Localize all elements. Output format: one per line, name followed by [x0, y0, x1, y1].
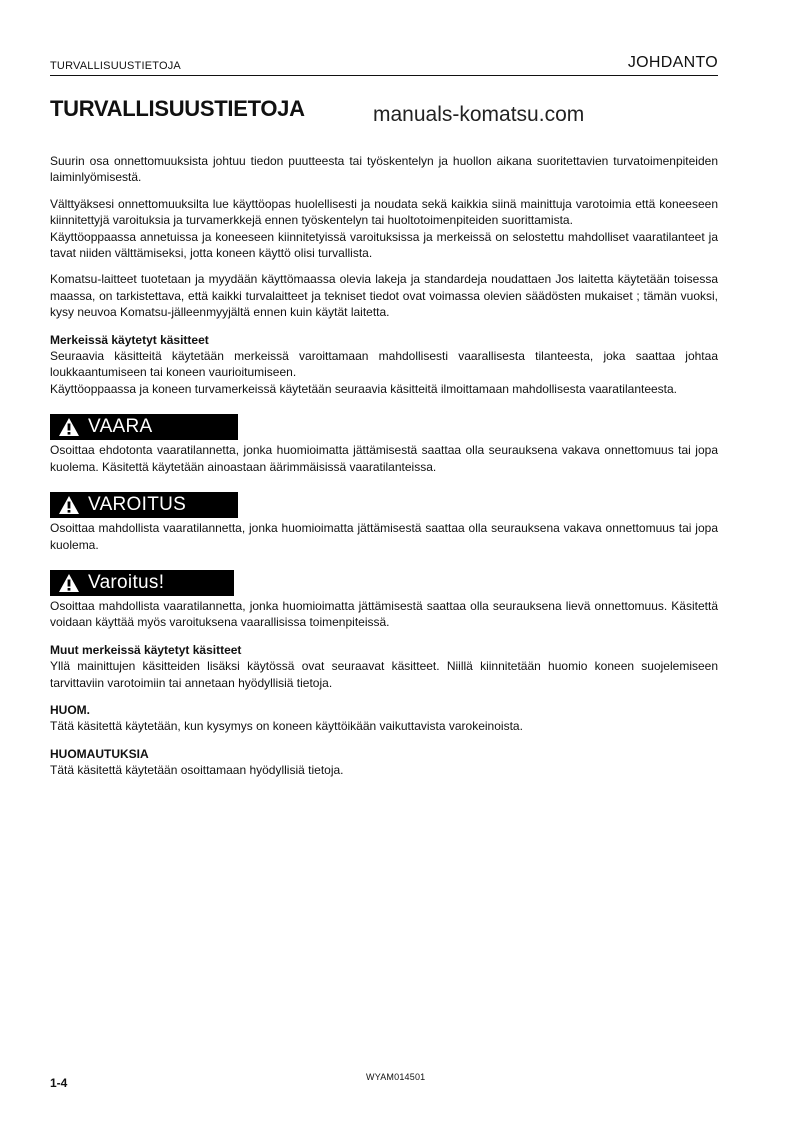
running-header-left: TURVALLISUUSTIETOJA — [50, 60, 181, 72]
header-rule — [50, 75, 718, 76]
huom-heading: HUOM. — [50, 702, 90, 717]
signal-description: Osoittaa mahdollista vaaratilannetta, jonka huomioimatta jättämisestä saattaa olla seurauksena lievä onnettomuus. Käsitettä voidaan käyttää myös varoituksena vaarallisissa toimenpiteissä. — [50, 598, 718, 630]
huom-paragraph: Tätä käsitettä käytetään, kun kysymys on koneen käyttöikään vaikuttavista varokeinoista. — [50, 719, 523, 734]
marks-paragraph: Käyttöoppaassa ja koneen turvamerkeissä käytetään seuraavia käsitteitä ilmoittamaan mahdollisesta vaaratilanteesta. — [50, 381, 678, 396]
signal-banner-vaara — [50, 414, 238, 440]
running-header-right: JOHDANTO — [627, 54, 718, 71]
signal-label: VAROITUS — [88, 494, 187, 516]
page-number: 1-4 — [50, 1076, 68, 1090]
intro-paragraph: Suurin osa onnettomuuksista johtuu tiedon puutteesta tai työskentelyn ja huollon aikana suoritettavien turvatoimenpiteiden laiminlyömisestä. — [50, 154, 718, 185]
warning-triangle-icon — [58, 417, 80, 437]
warning-triangle-icon — [58, 495, 80, 515]
main-content — [50, 153, 718, 779]
document-code: WYAM014501 — [366, 1072, 426, 1082]
huomautuksia-paragraph: Tätä käsitettä käytetään osoittamaan hyödyllisiä tietoja. — [50, 763, 344, 778]
marks-heading: Merkeissä käytetyt käsitteet — [50, 332, 209, 347]
signal-label: VAARA — [88, 416, 153, 438]
marks-paragraph: Seuraavia käsitteitä käytetään merkeissä varoittamaan mahdollisesti vaarallisesta tilanteesta, joka saattaa johtaa loukkaantumiseen tai koneen vaurioitumiseen. — [50, 349, 718, 380]
watermark: manuals-komatsu.com — [373, 103, 585, 126]
intro-paragraph: Käyttöoppaassa annetuissa ja koneeseen kiinnitetyissä varoituksissa ja merkeissä on selostettu mahdolliset vaaratilanteet ja tavat niiden välttämiseksi, jotta koneen käyttö olisi turvallista. — [50, 229, 718, 261]
signal-banner-varoitus-caution — [50, 570, 234, 596]
warning-triangle-icon — [58, 573, 80, 593]
other-terms-heading: Muut merkeissä käytetyt käsitteet — [50, 642, 242, 657]
other-terms-paragraph: Yllä mainittujen käsitteiden lisäksi käytössä ovat seuraavat käsitteet. Niillä kiinnitetään huomio koneen suojelemiseen tarvittaviin varotoimiin tai annetaan hyödyllisiä tietoja. — [50, 659, 718, 690]
signal-description: Osoittaa ehdotonta vaaratilannetta, jonka huomioimatta jättämisestä saattaa olla seurauksena vakava onnettomuus tai jopa kuolema. Käsitettä käytetään ainoastaan äärimmäisissä vaaratilanteissa. — [50, 443, 718, 474]
signal-banner-varoitus — [50, 492, 238, 518]
signal-description: Osoittaa mahdollista vaaratilannetta, jonka huomioimatta jättämisestä saattaa olla seurauksena vakava onnettomuus tai jopa kuolema. — [50, 521, 718, 552]
page-title: TURVALLISUUSTIETOJA — [50, 96, 305, 121]
intro-paragraph: Välttyäksesi onnettomuuksilta lue käyttöopas huolellisesti ja noudata sekä kaikkia siinä mainittuja varotoimia että koneeseen kiinnitettyjä varoituksia ja turvamerkkejä ennen työskentelyn tai huoltotoimenpiteiden suorittamista. — [50, 196, 718, 228]
signal-label: Varoitus! — [88, 571, 165, 593]
huomautuksia-heading: HUOMAUTUKSIA — [50, 746, 149, 761]
intro-paragraph: Komatsu-laitteet tuotetaan ja myydään käyttömaassa olevia lakeja ja standardeja noudattaen Jos laitetta käytetään toisessa maassa, on tarkistettava, että kaikki turvalaitteet ja tekniset tiedot ovat voimassa olevien säädösten mukaiset ; tämän vuoksi, kysy neuvoa Komatsu-jälleenmyyjältä ennen kuin käytät laitetta. — [50, 272, 718, 320]
